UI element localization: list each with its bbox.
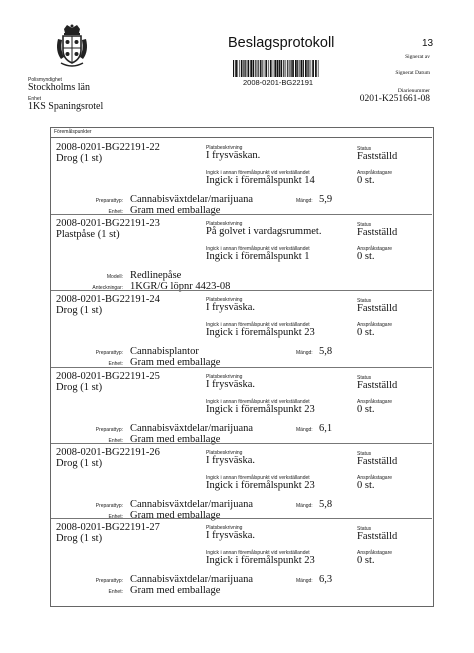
barcode-bar xyxy=(241,60,242,77)
barcode-bar xyxy=(283,60,284,77)
barcode-bar xyxy=(233,60,234,77)
item-claimant: 0 st. xyxy=(357,175,375,186)
location-label: Platsbeskrivning xyxy=(206,450,243,456)
status-label: Status xyxy=(357,526,372,532)
barcode-bar xyxy=(274,60,276,77)
barcode-bar xyxy=(235,60,237,77)
amount-label: Mängd: xyxy=(296,427,313,433)
item-linked: Ingick i föremålspunkt 23 xyxy=(206,327,315,338)
item-claimant: 0 st. xyxy=(357,404,375,415)
linked-label: Ingick i annan föremålspunkt vid verkställandet xyxy=(206,399,310,405)
item-unit: Gram med emballage xyxy=(130,510,221,521)
barcode-bar xyxy=(248,60,250,77)
status-label: Status xyxy=(357,451,372,457)
item-claimant: 0 st. xyxy=(357,480,375,491)
barcode-bar xyxy=(286,60,287,77)
item-unit: Gram med emballage xyxy=(130,357,221,368)
item-prep-type: Cannabisväxtdelar/marijuana xyxy=(130,194,254,205)
barcode-bar xyxy=(258,60,259,77)
item-prep-type: Cannabisväxtdelar/marijuana xyxy=(130,499,254,510)
barcode-bar xyxy=(273,60,274,77)
item-linked: Ingick i föremålspunkt 23 xyxy=(206,404,315,415)
item-id: 2008-0201-BG22191-26 xyxy=(56,447,160,458)
item-location: I frysväska. xyxy=(206,302,255,313)
item-id: 2008-0201-BG22191-25 xyxy=(56,371,160,382)
barcode-bar xyxy=(243,60,244,77)
barcode-bar xyxy=(303,60,304,77)
item-status: Fastställd xyxy=(357,303,398,314)
authority-name: Stockholms län xyxy=(28,82,90,93)
unit-label: Enhet xyxy=(28,96,42,102)
item-amount: 5,8 xyxy=(319,346,333,357)
barcode-bar xyxy=(239,60,240,77)
item-type: Drog (1 st) xyxy=(56,382,103,393)
barcode-text: 2008-0201-BG22191 xyxy=(243,78,314,87)
prep-type-label: Preparattyp: xyxy=(95,198,123,204)
barcode-bar xyxy=(305,60,307,77)
claimant-label: Anspråkstagare xyxy=(357,170,393,176)
notes-label: Anteckningar: xyxy=(92,285,123,291)
item-id: 2008-0201-BG22191-27 xyxy=(56,522,160,533)
item-claimant: 0 st. xyxy=(357,327,375,338)
unit-field-label: Enhet: xyxy=(108,589,123,595)
item-location: I frysväska. xyxy=(206,455,255,466)
item-status: Fastställd xyxy=(357,151,398,162)
item-prep-type: Cannabisväxtdelar/marijuana xyxy=(130,574,254,585)
item-claimant: 0 st. xyxy=(357,251,375,262)
barcode-bar xyxy=(265,60,267,77)
item-status: Fastställd xyxy=(357,227,398,238)
linked-label: Ingick i annan föremålspunkt vid verkställandet xyxy=(206,322,310,328)
barcode-bar xyxy=(312,60,314,77)
items-section-title: Föremålspunkter xyxy=(54,129,92,135)
item-amount: 6,1 xyxy=(319,423,333,434)
item-model: Redlinepåse xyxy=(130,270,182,281)
barcode-bar xyxy=(253,60,255,77)
location-label: Platsbeskrivning xyxy=(206,525,243,531)
diary-label: Diarienummer xyxy=(397,88,430,94)
barcode-bar xyxy=(260,60,261,77)
item-status: Fastställd xyxy=(357,531,398,542)
unit-field-label: Enhet: xyxy=(108,438,123,444)
item-block xyxy=(51,215,433,291)
item-separator xyxy=(51,290,432,291)
prep-type-label: Preparattyp: xyxy=(95,350,123,356)
unit-field-label: Enhet: xyxy=(108,514,123,520)
barcode-bar xyxy=(297,60,298,77)
claimant-label: Anspråkstagare xyxy=(357,399,393,405)
barcode-bar xyxy=(308,60,309,77)
model-label: Modell: xyxy=(106,274,123,280)
barcode-bar xyxy=(301,60,303,77)
barcode-bar xyxy=(280,60,282,77)
authority-label: Polismyndighet xyxy=(28,77,62,83)
item-unit: Gram med emballage xyxy=(130,434,221,445)
status-label: Status xyxy=(357,146,372,152)
amount-label: Mängd: xyxy=(296,198,313,204)
item-block xyxy=(51,139,433,215)
barcode-bar xyxy=(237,60,238,77)
barcode-bar xyxy=(291,60,292,77)
unit-field-label: Enhet: xyxy=(108,361,123,367)
status-label: Status xyxy=(357,222,372,228)
item-type: Drog (1 st) xyxy=(56,533,103,544)
item-separator xyxy=(51,443,432,444)
signed-by-label: Signerat av xyxy=(405,54,430,60)
prep-type-label: Preparattyp: xyxy=(95,503,123,509)
location-label: Platsbeskrivning xyxy=(206,374,243,380)
item-linked: Ingick i föremålspunkt 14 xyxy=(206,175,315,186)
item-location: På golvet i vardagsrummet. xyxy=(206,226,322,237)
document-title: Beslagsprotokoll xyxy=(228,35,335,51)
linked-label: Ingick i annan föremålspunkt vid verkställandet xyxy=(206,475,310,481)
barcode-bar xyxy=(289,60,290,77)
item-status: Fastställd xyxy=(357,456,398,467)
barcode-bar xyxy=(295,60,297,77)
claimant-label: Anspråkstagare xyxy=(357,550,393,556)
barcode-bar xyxy=(279,60,280,77)
linked-label: Ingick i annan föremålspunkt vid verkställandet xyxy=(206,170,310,176)
item-id: 2008-0201-BG22191-24 xyxy=(56,294,160,305)
barcode-bar xyxy=(292,60,294,77)
unit-name: 1KS Spaningsrotel xyxy=(28,101,104,112)
linked-label: Ingick i annan föremålspunkt vid verkställandet xyxy=(206,550,310,556)
item-claimant: 0 st. xyxy=(357,555,375,566)
barcode-bar xyxy=(318,60,319,77)
item-location: I frysväskan. xyxy=(206,150,261,161)
item-type: Drog (1 st) xyxy=(56,305,103,316)
amount-label: Mängd: xyxy=(296,350,313,356)
amount-label: Mängd: xyxy=(296,578,313,584)
item-type: Plastpåse (1 st) xyxy=(56,229,120,240)
barcode-bar xyxy=(261,60,262,77)
claimant-label: Anspråkstagare xyxy=(357,246,393,252)
item-id: 2008-0201-BG22191-23 xyxy=(56,218,160,229)
item-linked: Ingick i föremålspunkt 23 xyxy=(206,555,315,566)
item-separator xyxy=(51,367,432,368)
location-label: Platsbeskrivning xyxy=(206,297,243,303)
item-status: Fastställd xyxy=(357,380,398,391)
barcode-bar xyxy=(277,60,279,77)
items-section-header xyxy=(50,127,432,138)
item-amount: 5,8 xyxy=(319,499,333,510)
diary-number: 0201-K251661-08 xyxy=(359,94,430,104)
item-block xyxy=(51,519,433,604)
barcode-image xyxy=(233,60,319,77)
barcode-bar xyxy=(299,60,300,77)
item-amount: 6,3 xyxy=(319,574,333,585)
location-label: Platsbeskrivning xyxy=(206,221,243,227)
prep-type-label: Preparattyp: xyxy=(95,578,123,584)
barcode-bar xyxy=(287,60,288,77)
barcode-bar xyxy=(268,60,269,77)
item-prep-type: Cannabisplantor xyxy=(130,346,199,357)
item-type: Drog (1 st) xyxy=(56,153,103,164)
status-label: Status xyxy=(357,298,372,304)
location-label: Platsbeskrivning xyxy=(206,145,243,151)
item-block xyxy=(51,444,433,519)
amount-label: Mängd: xyxy=(296,503,313,509)
claimant-label: Anspråkstagare xyxy=(357,322,393,328)
barcode-bar xyxy=(264,60,265,77)
item-notes: 1KGR/G löpnr 4423-08 xyxy=(130,281,231,292)
item-separator xyxy=(51,214,432,215)
barcode-bar xyxy=(270,60,272,77)
unit-field-label: Enhet: xyxy=(108,209,123,215)
item-block xyxy=(51,368,433,444)
barcode-bar xyxy=(315,60,317,77)
item-type: Drog (1 st) xyxy=(56,458,103,469)
item-location: I frysväska. xyxy=(206,530,255,541)
signed-date-label: Signerat Datum xyxy=(395,70,430,76)
item-block xyxy=(51,291,433,368)
barcode-bar xyxy=(244,60,245,77)
item-id: 2008-0201-BG22191-22 xyxy=(56,142,160,153)
item-separator xyxy=(51,518,432,519)
claimant-label: Anspråkstagare xyxy=(357,475,393,481)
item-unit: Gram med emballage xyxy=(130,585,221,596)
page-number: 13 xyxy=(422,38,434,49)
item-linked: Ingick i föremålspunkt 1 xyxy=(206,251,310,262)
linked-label: Ingick i annan föremålspunkt vid verkställandet xyxy=(206,246,310,252)
prep-type-label: Preparattyp: xyxy=(95,427,123,433)
item-amount: 5,9 xyxy=(319,194,333,205)
item-location: I frysväska. xyxy=(206,379,255,390)
barcode-bar xyxy=(307,60,308,77)
police-crest-logo xyxy=(55,23,89,69)
barcode-bar xyxy=(311,60,312,77)
item-prep-type: Cannabisväxtdelar/marijuana xyxy=(130,423,254,434)
status-label: Status xyxy=(357,375,372,381)
barcode-bar xyxy=(250,60,252,77)
barcode-bar xyxy=(255,60,256,77)
item-unit: Gram med emballage xyxy=(130,205,221,216)
barcode-bar xyxy=(245,60,246,77)
item-linked: Ingick i föremålspunkt 23 xyxy=(206,480,315,491)
